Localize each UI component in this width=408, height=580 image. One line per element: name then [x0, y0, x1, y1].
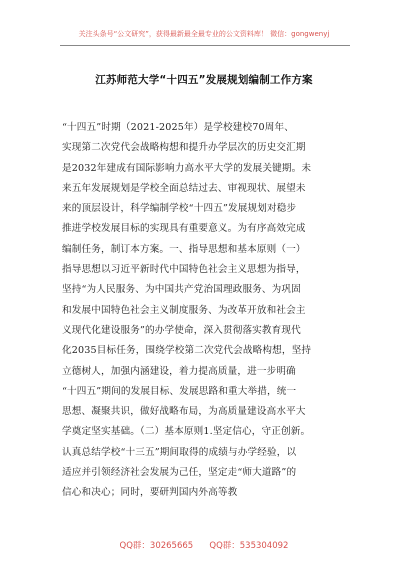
document-title: 江苏师范大学“十四五”发展规划编制工作方案 [95, 74, 313, 86]
body-line: 来五年发展规划是学校全面总结过去、审视现状、展望未 [62, 182, 306, 194]
body-line: “十四五”时期（2021-2025年）是学校建校70周年、 [62, 122, 294, 133]
header-promo-note: 关注头条号“公文研究”，获得最新最全最专业的公文资料库！ 微信：gongwenyj [78, 30, 330, 38]
body-line: 来的顶层设计，科学编制学校“十四五”发展规划对稳步 [62, 203, 297, 215]
body-line: 是2032年建成有国际影响力高水平大学的发展关键期。未 [62, 162, 312, 174]
body-line: 坚持“为人民服务、为中国共产党治国理政服务、为巩固 [62, 284, 301, 296]
body-line: 思想、凝聚共识，做好战略布局，为高质量建设高水平大 [62, 406, 306, 418]
body-line: 化2035目标任务，围绕学校第二次党代会战略构想，坚持 [62, 345, 312, 357]
body-line: “十四五”期间的发展目标、发展思路和重大举措，统一 [62, 385, 297, 397]
document-body [62, 118, 350, 504]
body-line: 学奠定坚实基础。（二）基本原则1.坚定信心，守正创新。 [62, 426, 311, 438]
body-line: 义现代化建设服务”的办学使命，深入贯彻落实教育现代 [62, 324, 301, 336]
body-line: 推进学校发展目标的实现具有重要意义。为有序高效完成 [62, 223, 306, 235]
body-line: 指导思想以习近平新时代中国特色社会主义思想为指导， [62, 264, 306, 276]
body-line: 信心和决心；同时，要研判国内外高等教 [62, 487, 238, 499]
header-divider [60, 45, 350, 46]
body-line: 和发展中国特色社会主义制度服务、为改革开放和社会主 [62, 304, 306, 316]
body-line: 编制任务，制订本方案。一、指导思想和基本原则（一） [62, 243, 306, 255]
body-line: 实现第二次党代会战略构想和提升办学层次的历史交汇期 [62, 142, 306, 154]
body-line: 立德树人，加强内涵建设，着力提高质量，进一步明确 [62, 365, 296, 377]
body-line: 认真总结学校“十三五”期间取得的成绩与办学经验，以 [62, 446, 297, 458]
body-line: 适应并引领经济社会发展为己任，坚定走“师大道路”的 [62, 467, 297, 479]
footer-qq-groups: QQ群：30265665 QQ群：535304092 [119, 541, 289, 551]
